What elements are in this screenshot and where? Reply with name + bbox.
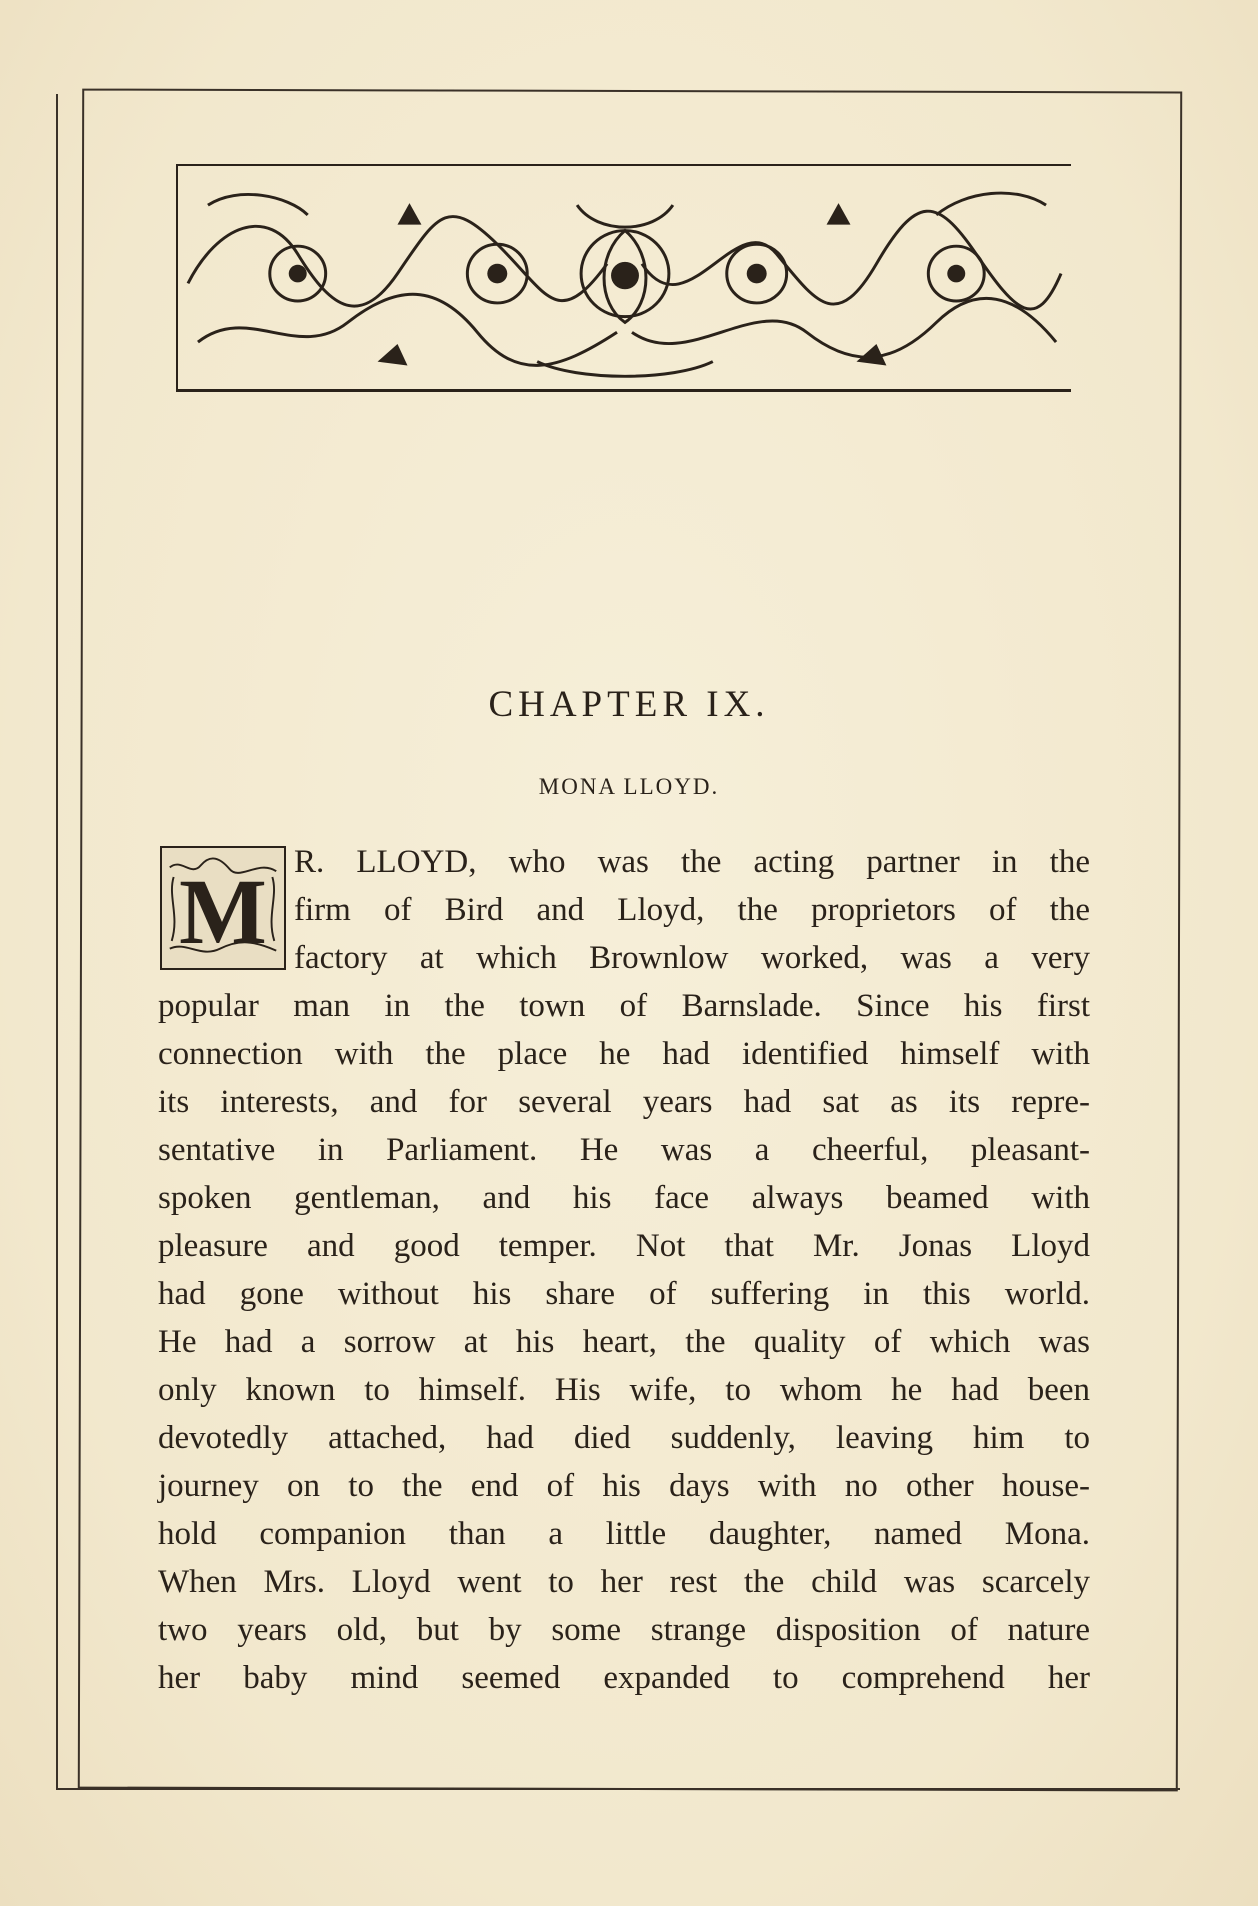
text-line: R. LLOYD, who was the acting partner in the [294, 844, 1090, 880]
text-line: firm of Bird and Lloyd, the proprietors of the [294, 892, 1090, 928]
scrollwork-ornament-icon [178, 166, 1071, 389]
text-line: connection with the place he had identified himself with [158, 1036, 1090, 1072]
text-line: He had a sorrow at his heart, the quality of which was [158, 1324, 1090, 1360]
text-line: devotedly attached, had died suddenly, leaving him to [158, 1420, 1090, 1456]
text-line: her baby mind seemed expanded to comprehend her [158, 1660, 1090, 1696]
text-line: two years old, but by some strange disposition of nature [158, 1612, 1090, 1648]
text-line: hold companion than a little daughter, named Mona. [158, 1516, 1090, 1552]
text-line: sentative in Parliament. He was a cheerful, pleasant- [158, 1132, 1090, 1168]
text-line: had gone without his share of suffering in this world. [158, 1276, 1090, 1312]
ornamental-headpiece [176, 164, 1071, 392]
text-line: spoken gentleman, and his face always beamed with [158, 1180, 1090, 1216]
text-line: popular man in the town of Barnslade. Since his first [158, 988, 1090, 1024]
text-line: When Mrs. Lloyd went to her rest the child was scarcely [158, 1564, 1090, 1600]
chapter-subtitle: MONA LLOYD. [538, 774, 720, 799]
chapter-title: CHAPTER IX. [488, 684, 770, 725]
drop-cap-letter: M [179, 860, 267, 964]
text-line: pleasure and good temper. Not that Mr. Jonas Lloyd [158, 1228, 1090, 1264]
text-line: only known to himself. His wife, to whom he had been [158, 1372, 1090, 1408]
text-line: its interests, and for several years had sat as its repre- [158, 1084, 1090, 1120]
drop-cap [160, 846, 286, 970]
text-line: journey on to the end of his days with no other house- [158, 1468, 1090, 1504]
ornamental-initial-icon [162, 848, 284, 968]
text-line: factory at which Brownlow worked, was a very [294, 940, 1090, 976]
